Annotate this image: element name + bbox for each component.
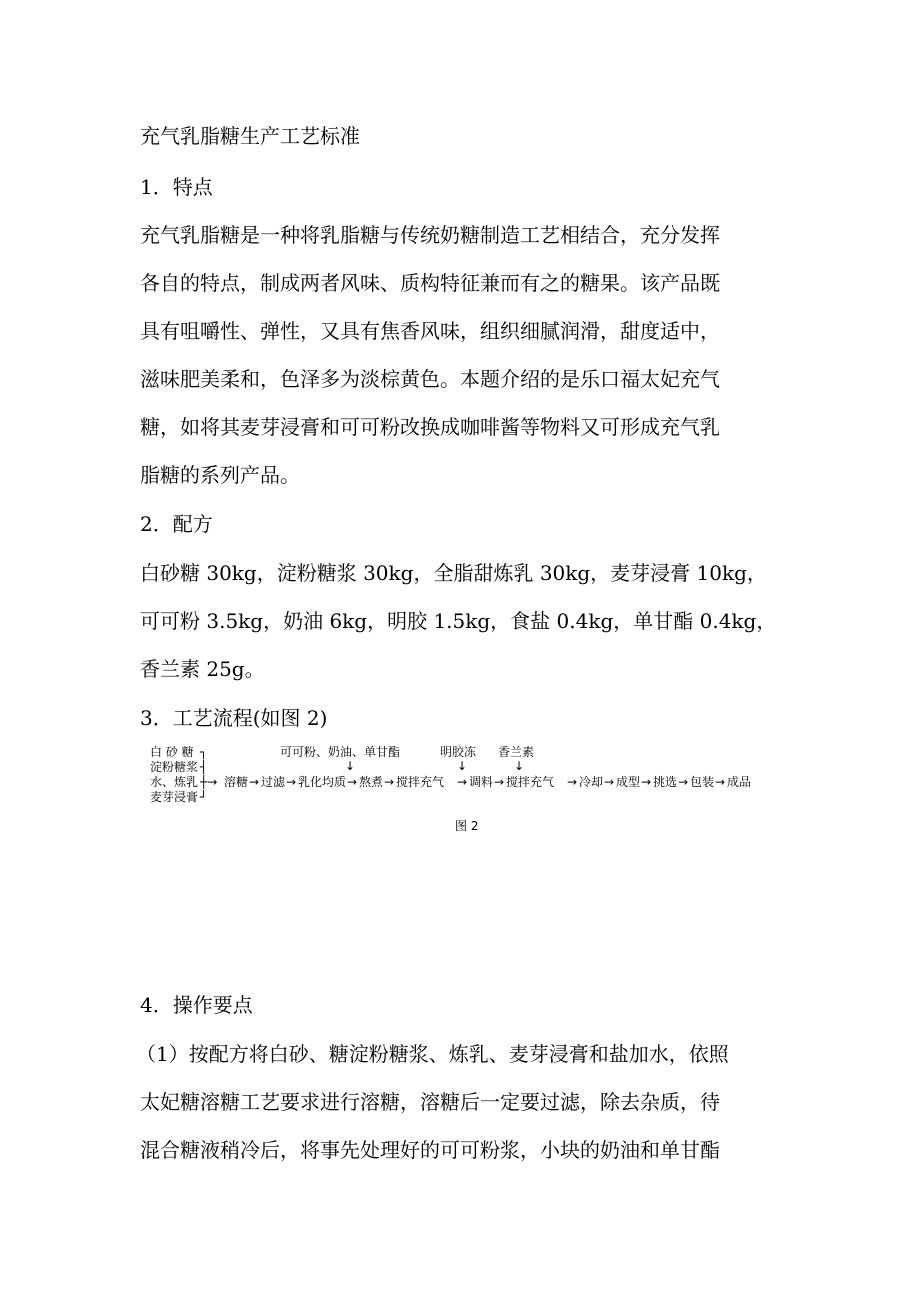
flow-additive: 香兰素 (498, 745, 535, 759)
right-arrow-icon: → (494, 775, 505, 789)
flow-step: 搅拌充气 (506, 775, 555, 789)
right-arrow-icon: → (384, 775, 395, 789)
bracket-glyph: ┼→ (200, 775, 218, 789)
flow-additive: 明胶冻 (440, 745, 477, 759)
flow-step: 溶糖 (224, 775, 249, 789)
flow-input: 白 砂 糖 (150, 745, 194, 759)
right-arrow-icon: → (678, 775, 689, 789)
right-arrow-icon: → (604, 775, 615, 789)
section-4-line: 混合糖液稍冷后，将事先处理好的可可粉浆，小块的奶油和单甘酯 (140, 1138, 720, 1162)
down-arrow-icon: ↓ (457, 759, 468, 773)
right-arrow-icon: → (249, 775, 260, 789)
section-4-line: 太妃糖溶糖工艺要求进行溶糖，溶糖后一定要过滤，除去杂质，待 (140, 1090, 720, 1114)
flow-step: 挑选 (653, 775, 678, 789)
right-arrow-icon: → (567, 775, 578, 789)
section-1-line: 滋味肥美柔和，色泽多为淡棕黄色。本题介绍的是乐口福太妃充气 (140, 367, 720, 391)
right-arrow-icon: → (286, 775, 297, 789)
flow-step: 包装 (690, 775, 715, 789)
flow-step: 乳化均质 (298, 775, 347, 789)
flow-input: 水、炼乳 (150, 775, 199, 789)
flow-step: 成型 (616, 775, 641, 789)
section-2-line: 可可粉 3.5kg，奶油 6kg，明胶 1.5kg，食盐 0.4kg，单甘酯 0.4kg， (140, 609, 777, 633)
section-3-heading: 3．工艺流程(如图 2) (140, 706, 328, 730)
section-2-line: 白砂糖 30kg，淀粉糖浆 30kg，全脂甜炼乳 30kg，麦芽浸膏 10kg， (140, 561, 767, 585)
section-1-heading: 1．特点 (140, 175, 213, 199)
section-1-line: 各自的特点，制成两者风味、质构特征兼而有之的糖果。该产品既 (140, 271, 720, 295)
flow-step: 搅拌充气 (396, 775, 445, 789)
bracket-glyph: ┘ (200, 790, 208, 804)
section-1-line: 具有咀嚼性、弹性，又具有焦香风味，组织细腻润滑，甜度适中， (140, 319, 720, 343)
right-arrow-icon: → (457, 775, 468, 789)
down-arrow-icon: ↓ (345, 759, 356, 773)
flow-additive: 可可粉、奶油、单甘酯 (280, 745, 401, 759)
flow-step: 冷却 (579, 775, 604, 789)
flow-input: 麦芽浸膏 (150, 790, 199, 804)
bracket-glyph: ┤ (200, 760, 208, 774)
section-4-heading: 4．操作要点 (140, 993, 253, 1017)
flow-step: 熬煮 (359, 775, 384, 789)
flow-step: 成品 (727, 775, 752, 789)
right-arrow-icon: → (715, 775, 726, 789)
section-2-line: 香兰素 25g。 (140, 657, 265, 681)
section-1-line: 脂糖的系列产品。 (140, 463, 300, 487)
figure-caption: 图 2 (455, 819, 479, 833)
process-flow-figure (150, 740, 830, 840)
flow-step: 调料 (469, 775, 494, 789)
document-title: 充气乳脂糖生产工艺标准 (140, 124, 360, 148)
right-arrow-icon: → (347, 775, 358, 789)
flow-step: 过滤 (261, 775, 286, 789)
down-arrow-icon: ↓ (514, 759, 525, 773)
bracket-glyph: ┐ (200, 745, 208, 759)
right-arrow-icon: → (641, 775, 652, 789)
section-1-line: 充气乳脂糖是一种将乳脂糖与传统奶糖制造工艺相结合，充分发挥 (140, 223, 720, 247)
section-1-line: 糖，如将其麦芽浸膏和可可粉改换成咖啡酱等物料又可形成充气乳 (140, 415, 720, 439)
section-4-line: （1）按配方将白砂、糖淀粉糖浆、炼乳、麦芽浸膏和盐加水，依照 (136, 1042, 729, 1066)
section-2-heading: 2．配方 (140, 512, 213, 536)
flow-input: 淀粉糖浆 (150, 760, 199, 774)
